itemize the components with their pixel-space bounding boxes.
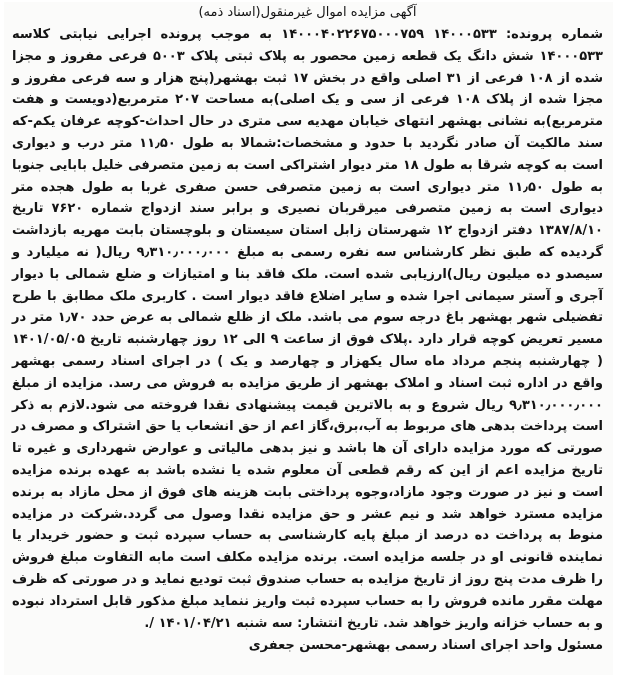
notice-body: شماره پرونده: ۱۴۰۰۰۵۳۳ ۱۴۰۰۰۴۰۲۲۶۷۵۰۰۰۷۵۹ به موجب پرونده اجرایی نیابتی کلاسه ۱۴۰۰۰۵۳۳ شش دانگ یک قطعه زمین محصور به پلاک ثبتی پلاک ۵۰۰۳ فرعی مفروز و مجزا شده از ۱۰۸ فرعی از ۳۱ اصلی واقع در بخش ۱۷ ثبت بهشهر(پنج هزار و سه فرعی مفروز و مجزا شده از پلاک ۱۰۸ فرعی از سی و یک اصلی)به مساحت ۲۰۷ مترمربع(دویست و هفت مترمربع)به نشانی بهشهر انتهای خیابان مهدیه سی متری در حال احداث-کوچه عرفان یکم-که سند مالکیت آن صادر نگردید با حدود و مشخصات:شمالا به طول ۱۱٫۵۰ متر درب و دیواری است به کوچه شرقا به طول ۱۸ متر دیوار اشتراکی است به زمین متصرفی خلیل بابایی جنوبا به طول ۱۱٫۵۰ متر دیواری است به زمین متصرفی حسن صفری غربا به طول هجده متر دیواری است به زمین متصرفی میرقربان نصیری و برابر سند ازدواج شماره ۷۶۲۰ تاریخ ۱۳۸۷/۸/۱۰ دفتر ازدواج ۱۲ شهرستان زابل استان سیستان و بلوچستان بابت مهریه بازداشت گردیده که طبق نظر کارشناس سه نفره رسمی به مبلغ ۹٫۳۱۰٫۰۰۰٫۰۰۰ ریال( نه میلیارد و سیصدو ده میلیون ریال)ارزیابی شده است. ملک فاقد بنا و امتیازات و ضلع شمالی با دیوار آجری و آستر سیمانی اجرا شده و سایر اضلاع فاقد دیوار است . کاربری ملک مطابق با طرح تفضیلی شهر بهشهر باغ درجه سوم می باشد. ملک از ظلع شمالی به عرض حدد ۱٫۷۰ متر در مسیر تعریض کوچه قرار دارد .پلاک فوق از ساعت ۹ الی ۱۲ روز چهارشنبه تاریخ ۱۴۰۱/۰۵/۰۵ ( چهارشنبه پنجم مرداد ماه سال یکهزار و چهارصد و یک ) در اجرای اسناد رسمی بهشهر واقع در اداره ثبت اسناد و املاک بهشهر از طریق مزایده به فروش می رسد. مزایده از مبلغ ۹٫۳۱۰٫۰۰۰٫۰۰۰ ریال شروع و به بالاترین قیمت پیشنهادی نقدا فروخته می شود.لازم به ذکر است پرداخت بدهی های مربوط به آب،برق،گاز اعم از حق انشعاب یا حق اشتراک و مصرف در صورتی که مورد مزایده دارای آن ها باشد و نیز بدهی مالیاتی و عوارض شهرداری و غیره تا تاریخ مزایده اعم از این که رقم قطعی آن معلوم شده یا نشده باشد به عهده برنده مزایده است و نیز در صورت وجود مازاد،وجوه پرداختی بابت هزینه های فوق از محل مازاد به برنده مزایده مسترد خواهد شد و نیم عشر و حق مزایده نقدا وصول می گردد.شرکت در مزایده منوط به پرداخت ده درصد از مبلغ پایه کارشناسی به حساب سپرده ثبت و حضور خریدار یا نماینده قانونی او در جلسه مزایده است. برنده مزایده مکلف است مابه التفاوت مبلغ فروش را ظرف مدت پنج روز از تاریخ مزایده به حساب صندوق ثبت تودیع نماید و در صورتی که ظرف مهلت مقرر مانده فروش را به حساب سپرده ثبت واریز ننماید مبلغ مذکور قابل استرداد نبوده و به حساب خزانه واریز خواهد شد. تاریخ انتشار: سه شنبه ۱۴۰۱/۰۴/۲۱ /. [12, 27, 604, 631]
notice-title: آگهی مزایده اموال غیرمنقول(اسناد ذمه) [198, 5, 417, 20]
auction-notice [4, 2, 613, 675]
notice-signature: مسئول واحد اجرای اسناد رسمی بهشهر-محسن جعفری [248, 638, 603, 654]
